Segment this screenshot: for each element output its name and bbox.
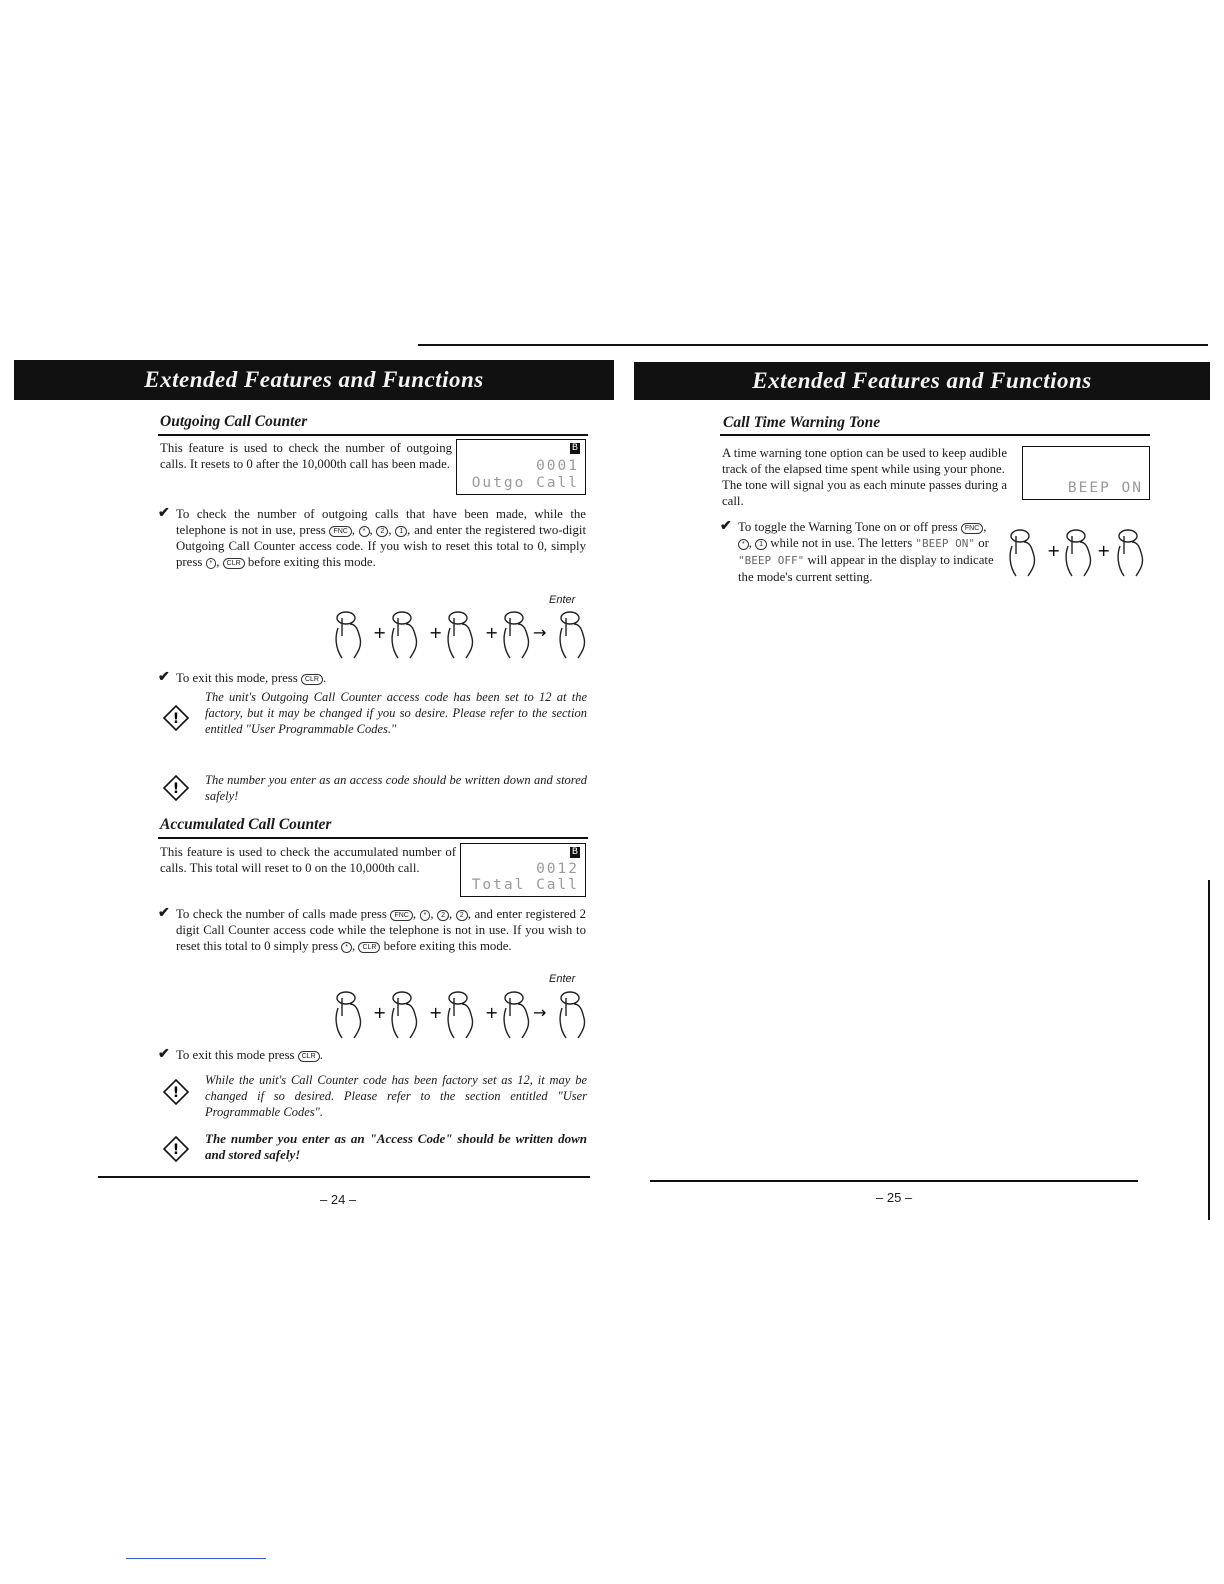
check-mark-icon: ✔ <box>720 519 732 534</box>
fnc-key-icon: FNC <box>390 910 412 921</box>
caution-icon <box>162 704 190 732</box>
svg-text:+: + <box>373 623 387 642</box>
caution-icon <box>162 1078 190 1106</box>
two-key-icon: 2 <box>376 526 388 537</box>
finger-press-icon <box>336 992 360 1038</box>
accumulated-title-underline <box>158 837 588 839</box>
finger-press-icon <box>392 612 416 658</box>
check-mark-icon: ✔ <box>158 670 170 685</box>
two-key-icon: 2 <box>456 910 468 921</box>
svg-text:!: ! <box>172 1142 180 1158</box>
finger-press-icon <box>560 992 584 1038</box>
accumulated-key-sequence-diagram <box>328 986 588 1042</box>
finger-press-icon <box>504 992 528 1038</box>
caution-icon <box>162 774 190 802</box>
accumulated-lcd-display <box>460 843 586 897</box>
warning-tone-intro: A time warning tone option can be used to keep audible track of the elapsed time spent while using your phone. The tone will signal you as each minute passes during a call. <box>722 446 1008 508</box>
outgoing-step-2: ✔ To exit this mode, press CLR . <box>158 670 327 685</box>
svg-text:!: ! <box>172 711 180 727</box>
right-page-banner: Extended Features and Functions <box>634 362 1210 400</box>
finger-press-icon <box>448 992 472 1038</box>
finger-press-icon <box>448 612 472 658</box>
enter-label: Enter <box>549 973 576 985</box>
page-number-24: – 24 – <box>320 1192 357 1207</box>
one-key-icon: 1 <box>395 526 407 537</box>
battery-indicator-icon: B <box>571 847 579 857</box>
finger-press-icon <box>560 612 584 658</box>
right-bottom-rule <box>650 1180 1138 1182</box>
outgoing-lcd-display <box>456 439 586 495</box>
svg-text:→: → <box>533 1003 547 1022</box>
outgoing-note-1: The unit's Outgoing Call Counter access code has been set to 12 at the factory, but it may be changed if you so desire. Please refer to the section entitled "User Programmable Codes." <box>205 690 587 736</box>
top-rule <box>418 344 1208 346</box>
page-number-25: – 25 – <box>876 1190 913 1205</box>
clr-key-icon: CLR <box>301 674 323 685</box>
warning-tone-title-underline <box>720 434 1150 436</box>
outgoing-step-1: ✔ To check the number of outgoing calls that have been made, while the telephone is not in use, press FNC , * , 2 , 1 , and enter the registered two-digit Outgoing Call Counter access code. If you wish to reset this total to 0, simply press * , CLR before exiting this mode. <box>158 506 586 569</box>
left-page-banner: Extended Features and Functions <box>14 360 614 400</box>
svg-text:+: + <box>429 623 443 642</box>
outgoing-call-counter-title: Outgoing Call Counter <box>160 413 308 430</box>
battery-indicator-icon: B <box>571 443 579 453</box>
svg-text:!: ! <box>172 1085 180 1101</box>
check-mark-icon: ✔ <box>158 506 170 521</box>
clr-key-icon: CLR <box>223 558 245 569</box>
finger-press-icon <box>1066 530 1090 576</box>
finger-press-icon <box>336 612 360 658</box>
outgoing-key-sequence-diagram <box>328 606 588 662</box>
caution-icon <box>162 1135 190 1163</box>
svg-text:+: + <box>485 1003 499 1022</box>
star-key-icon: * <box>341 942 352 953</box>
warning-tone-lcd-display <box>1022 446 1150 500</box>
fnc-key-icon: FNC <box>961 523 983 534</box>
beep-on-text: "BEEP ON" <box>915 537 975 550</box>
svg-text:!: ! <box>172 781 180 797</box>
finger-press-icon <box>1010 530 1034 576</box>
star-key-icon: * <box>420 910 431 921</box>
accumulated-note-1: While the unit's Call Counter code has been factory set as 12, it may be changed if so desired. Please refer to the section entitled "User Programmable Codes". <box>205 1073 587 1119</box>
star-key-icon: * <box>359 526 370 537</box>
enter-label: Enter <box>549 594 576 606</box>
svg-text:+: + <box>429 1003 443 1022</box>
call-time-warning-tone-title: Call Time Warning Tone <box>723 414 881 431</box>
fnc-key-icon: FNC <box>329 526 351 537</box>
outgoing-note-2: The number you enter as an access code should be written down and stored safely! <box>205 773 587 803</box>
accumulated-step-1: ✔ To check the number of calls made press FNC , * , 2 , 2 , and enter registered 2 digit Call Counter access code while the telephone is not in use. If you wish to reset this total to 0 simply press * , CLR before exiting this mode. <box>158 906 587 953</box>
two-key-icon: 2 <box>437 910 449 921</box>
scan-edge-line <box>1208 880 1210 1220</box>
accumulated-step-2: ✔ To exit this mode press CLR . <box>158 1047 323 1062</box>
outgoing-intro: This feature is used to check the number of outgoing calls. It resets to 0 after the 10,000th call has been made. <box>160 441 452 471</box>
lcd-line-1: 0001 <box>536 458 579 474</box>
warning-tone-key-sequence-diagram <box>1002 524 1152 586</box>
finger-press-icon <box>504 612 528 658</box>
star-key-icon: * <box>206 558 217 569</box>
lcd-line-1: 0012 <box>536 861 579 877</box>
finger-press-icon <box>1118 530 1142 576</box>
svg-text:+: + <box>1047 541 1061 560</box>
svg-text:→: → <box>533 623 547 642</box>
finger-press-icon <box>392 992 416 1038</box>
svg-text:+: + <box>1097 541 1111 560</box>
star-key-icon: * <box>738 539 749 550</box>
beep-off-text: "BEEP OFF" <box>738 554 805 567</box>
svg-text:+: + <box>485 623 499 642</box>
accumulated-call-counter-title: Accumulated Call Counter <box>160 816 332 833</box>
accumulated-intro: This feature is used to check the accumulated number of calls. This total will reset to 0 on the 10,000th call. <box>160 845 456 875</box>
outgoing-title-underline <box>158 434 588 436</box>
svg-text:+: + <box>373 1003 387 1022</box>
accumulated-note-2: The number you enter as an "Access Code" should be written down and stored safely! <box>205 1131 587 1162</box>
check-mark-icon: ✔ <box>158 906 170 921</box>
lcd-line-1: BEEP ON <box>1067 480 1143 496</box>
clr-key-icon: CLR <box>358 942 380 953</box>
warning-tone-step: ✔ To toggle the Warning Tone on or off press FNC , * , 1 while not in use. The letters "BEEP ON" or "BEEP OFF" will appear in the display to indicate the mode's current setting. <box>720 519 994 584</box>
lcd-line-2: Total Call <box>471 877 579 893</box>
clr-key-icon: CLR <box>298 1051 320 1062</box>
lcd-line-2: Outgo Call <box>471 475 579 491</box>
check-mark-icon: ✔ <box>158 1047 170 1062</box>
scan-bottom-line <box>126 1558 266 1559</box>
left-bottom-rule <box>98 1176 590 1178</box>
one-key-icon: 1 <box>755 539 767 550</box>
